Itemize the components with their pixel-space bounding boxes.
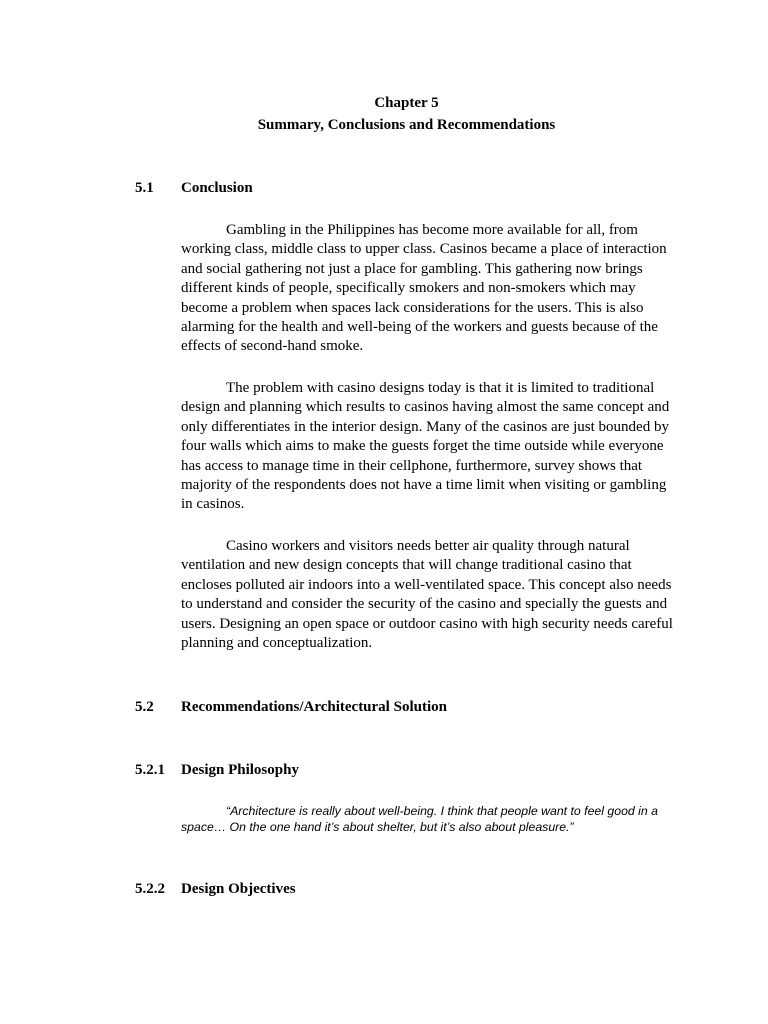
design-philosophy-quote: “Architecture is really about well-being. I think that people want to feel good in a space… On the one hand it’s about shelter, but it’s also about pleasure.”: [181, 804, 659, 834]
conclusion-paragraph-3: Casino workers and visitors needs better air quality through natural ventilation and new design concepts that will change traditional casino that encloses polluted air indoors into a well-ventilated space. This concept also needs to understand and consider the security of the casino and specially the guests and users. Designing an open space or outdoor casino with high security needs careful planning and conceptualization.: [181, 538, 673, 652]
section-number-5-2: 5.2: [135, 699, 154, 715]
section-title-conclusion: Conclusion: [181, 180, 253, 196]
conclusion-paragraph-2: The problem with casino designs today is that it is limited to traditional design and planning which results to casinos having almost the same concept and only differentiates in the interior design. Many of the casinos are just bounded by four walls which aims to make the guests forget the time outside while everyone has access to manage time in their cellphone, furthermore, survey shows that majority of the respondents does not have a time limit when visiting or gambling in casinos.: [181, 380, 670, 513]
conclusion-paragraph-1: Gambling in the Philippines has become more available for all, from working class, middle class to upper class. Casinos became a place of interaction and social gathering not just a place for gambling. This gathering now brings different kinds of people, specifically smokers and non-smokers which may become a problem when spaces lack considerations for the users. This is also alarming for the health and well-being of the workers and guests because of the effects of second-hand smoke.: [181, 222, 667, 355]
section-title-recommendations: Recommendations/Architectural Solution: [181, 699, 447, 715]
chapter-title: Summary, Conclusions and Recommendations: [257, 117, 556, 133]
chapter-label: Chapter 5: [374, 95, 439, 111]
section-title-design-philosophy: Design Philosophy: [181, 762, 299, 778]
section-number-5-2-2: 5.2.2: [135, 881, 165, 897]
section-title-design-objectives: Design Objectives: [181, 881, 296, 897]
section-number-5-2-1: 5.2.1: [135, 762, 165, 778]
section-number-5-1: 5.1: [135, 180, 154, 196]
